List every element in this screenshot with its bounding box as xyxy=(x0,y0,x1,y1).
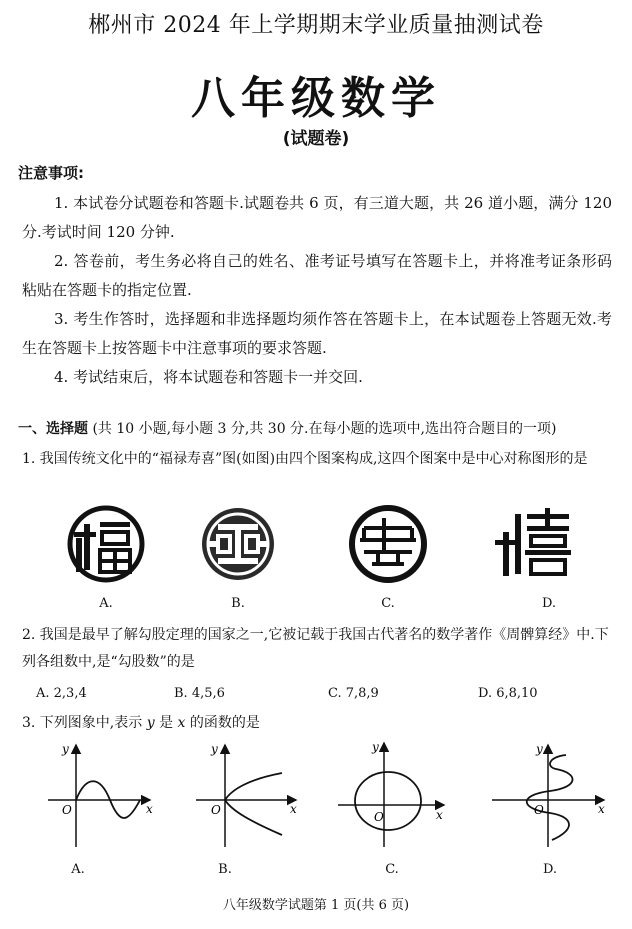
paper-type-label: (试题卷) xyxy=(282,129,350,149)
section-title: 一、选择题 xyxy=(18,421,88,437)
graph-b xyxy=(196,742,297,847)
var-y: y xyxy=(146,715,155,731)
exam-region-title: 郴州市 2024 年上学期期末学业质量抽测试卷 xyxy=(88,13,544,38)
q1-label-a: A. xyxy=(99,596,113,611)
svg-text:O: O xyxy=(534,803,544,817)
section-heading xyxy=(18,418,618,438)
notice-item-4: 4. 考试结束后，将本试题卷和答题卡一并交回. xyxy=(54,368,363,386)
q1-label-c: C. xyxy=(381,596,395,611)
shou-pattern-icon xyxy=(352,508,424,580)
notice-item-2: 2. 答卷前，考生务必将自己的姓名、准考证号填写在答题卡上，并将准考证条形码粘贴在答题卡的指定位置. xyxy=(22,252,612,299)
svg-text:y: y xyxy=(372,740,379,754)
svg-text:x: x xyxy=(598,802,605,816)
svg-text:y: y xyxy=(536,742,543,756)
q3-label-d: D. xyxy=(542,862,558,877)
q2-option-c: C. 7,8,9 xyxy=(328,686,379,701)
graph-d xyxy=(492,742,605,847)
svg-text:x: x xyxy=(290,802,297,816)
q2-option-b: B. 4,5,6 xyxy=(174,686,225,701)
q1-label-d: D. xyxy=(541,596,557,611)
q3-graphs xyxy=(0,735,632,855)
svg-text:x: x xyxy=(436,808,443,822)
question-1-text: 1. 我国传统文化中的“福禄寿喜”图(如图)由四个图案构成,这四个图案中是中心对称图形的是 xyxy=(22,451,588,467)
q2-option-a: A. 2,3,4 xyxy=(36,686,87,701)
lu-pattern-icon xyxy=(202,508,274,580)
xi-pattern-icon xyxy=(495,508,571,576)
svg-text:x: x xyxy=(146,802,153,816)
q3-label-a: A. xyxy=(71,862,85,877)
question-2-text: 2. 我国是最早了解勾股定理的国家之一,它被记载于我国古代著名的数学著作《周髀算经》中.下列各组数中,是“勾股数”的是 xyxy=(22,627,609,670)
q3-label-b: B. xyxy=(218,862,232,877)
notice-item-3: 3. 考生作答时，选择题和非选择题均须作答在答题卡上，在本试题卷上答题无效.考生在答题卡上按答题卡中注意事项的要求答题. xyxy=(22,310,612,357)
q1-label-b: B. xyxy=(231,596,245,611)
svg-text:y: y xyxy=(211,742,218,756)
question-3-text: 3. 下列图象中,表示 y 是 x 的函数的是 xyxy=(22,715,260,731)
svg-text:O: O xyxy=(62,803,72,817)
section-description: (共 10 小题,每小题 3 分,共 30 分.在每小题的选项中,选出符合题目的一项) xyxy=(92,421,557,437)
graph-a xyxy=(48,742,153,847)
notice-item-1: 1. 本试卷分试题卷和答题卡.试题卷共 6 页，有三道大题，共 26 道小题，满分 120 分.考试时间 120 分钟. xyxy=(22,194,612,241)
svg-text:y: y xyxy=(62,742,69,756)
svg-text:O: O xyxy=(211,803,221,817)
q3-label-c: C. xyxy=(385,862,399,877)
notice-title: 注意事项: xyxy=(18,164,84,182)
notice-list xyxy=(22,189,612,392)
var-x: x xyxy=(177,715,186,731)
graph-c xyxy=(338,740,444,847)
svg-text:O: O xyxy=(374,810,384,824)
fu-pattern-icon xyxy=(70,508,142,580)
page-footer: 八年级数学试题第 1 页(共 6 页) xyxy=(222,898,410,913)
q2-option-d: D. 6,8,10 xyxy=(478,686,538,701)
subject-title: 八年级数学 xyxy=(191,73,441,124)
q1-figures xyxy=(0,500,632,595)
